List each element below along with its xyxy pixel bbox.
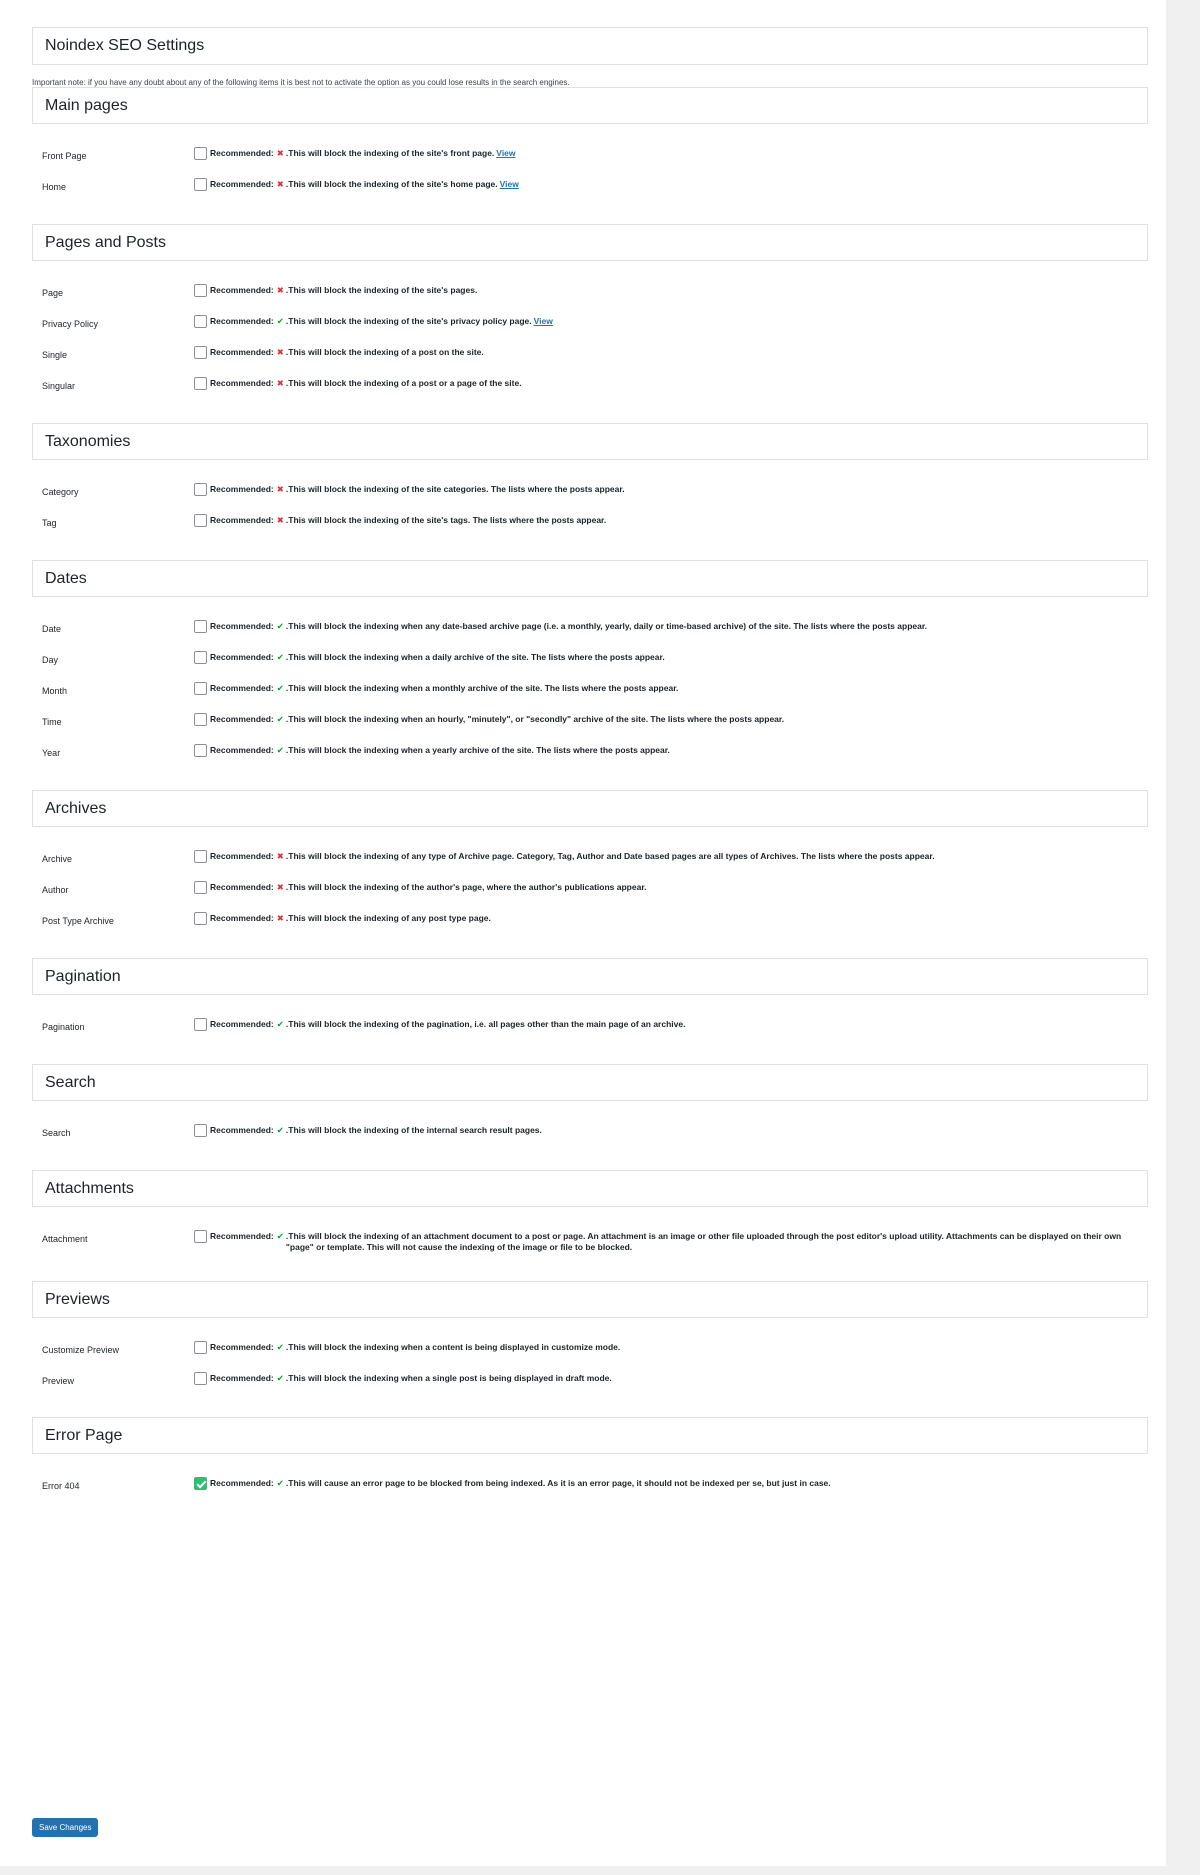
settings-section (32, 1064, 1148, 1138)
description-text: .This will block the indexing of the site's home page. (285, 179, 498, 189)
setting-control (194, 745, 1138, 757)
setting-control (194, 285, 1138, 297)
setting-row (32, 1473, 1148, 1510)
setting-description (286, 652, 665, 663)
setting-label: Tag (42, 518, 57, 528)
view-link[interactable]: View (496, 148, 516, 158)
recommended-label: Recommended: (210, 285, 274, 295)
settings-section (32, 1417, 1148, 1491)
check-icon: ✔ (276, 1125, 284, 1135)
setting-control (194, 347, 1138, 359)
recommended-label: Recommended: (210, 683, 274, 693)
section-heading: Pages and Posts (32, 224, 1148, 261)
settings-section (32, 423, 1148, 528)
check-icon: ✔ (276, 714, 284, 724)
setting-label: Author (42, 885, 69, 895)
setting-description (286, 515, 606, 526)
setting-control (194, 1231, 1138, 1253)
cross-icon: ✖ (276, 913, 284, 923)
cross-icon: ✖ (276, 851, 284, 861)
setting-checkbox[interactable] (194, 1230, 207, 1243)
setting-description (286, 285, 477, 296)
recommended-label: Recommended: (210, 148, 274, 158)
description-text: .This will block the indexing when a daily archive of the site. The lists where the posts appear. (285, 652, 665, 662)
setting-row (32, 1014, 1148, 1051)
important-note: Important note: if you have any doubt about any of the following items it is best not to activate the option as you could lose results in the search engines. (32, 78, 570, 87)
setting-label: Day (42, 655, 59, 665)
view-link[interactable]: View (499, 179, 519, 189)
setting-description (286, 1342, 620, 1353)
setting-row (32, 1226, 1148, 1263)
setting-control (194, 1125, 1138, 1137)
setting-checkbox[interactable] (194, 744, 207, 757)
cross-icon: ✖ (276, 515, 284, 525)
setting-checkbox[interactable] (194, 912, 207, 925)
check-icon: ✔ (276, 621, 284, 631)
setting-checkbox[interactable] (194, 315, 207, 328)
section-heading: Archives (32, 790, 1148, 827)
check-icon: ✔ (276, 1342, 284, 1352)
recommended-label: Recommended: (210, 745, 274, 755)
section-heading: Main pages (32, 87, 1148, 124)
description-text: .This will block the indexing of the site's privacy policy page. (285, 316, 532, 326)
setting-checkbox[interactable] (194, 713, 207, 726)
section-heading: Attachments (32, 1170, 1148, 1207)
setting-label: Single (42, 350, 68, 360)
setting-control (194, 316, 1138, 328)
description-text: .This will block the indexing of the site's pages. (285, 285, 478, 295)
recommended-label: Recommended: (210, 913, 274, 923)
section-heading: Pagination (32, 958, 1148, 995)
settings-section (32, 1281, 1148, 1386)
recommended-label: Recommended: (210, 1342, 274, 1352)
settings-section (32, 790, 1148, 926)
setting-control (194, 148, 1138, 160)
setting-checkbox[interactable] (194, 620, 207, 633)
check-icon: ✔ (276, 1478, 284, 1488)
recommended-label: Recommended: (210, 851, 274, 861)
setting-checkbox[interactable] (194, 1477, 207, 1490)
setting-label: Customize Preview (42, 1345, 120, 1355)
recommended-label: Recommended: (210, 882, 274, 892)
check-icon: ✔ (276, 683, 284, 693)
setting-description (286, 179, 519, 190)
setting-label: Archive (42, 854, 73, 864)
setting-checkbox[interactable] (194, 1124, 207, 1137)
check-icon: ✔ (276, 1373, 284, 1383)
setting-checkbox[interactable] (194, 881, 207, 894)
cross-icon: ✖ (276, 285, 284, 295)
setting-checkbox[interactable] (194, 850, 207, 863)
setting-description (286, 851, 935, 862)
description-text: .This will block the indexing of any type of Archive page. Category, Tag, Author and Date based pages are all types of Archives. The lists where the posts appear. (285, 851, 935, 861)
setting-label: Month (42, 686, 68, 696)
setting-label: Post Type Archive (42, 916, 114, 926)
setting-description (286, 148, 516, 159)
setting-checkbox[interactable] (194, 377, 207, 390)
setting-row (32, 1368, 1148, 1405)
setting-description (286, 1019, 686, 1030)
setting-description (286, 882, 647, 893)
setting-checkbox[interactable] (194, 514, 207, 527)
cross-icon: ✖ (276, 347, 284, 357)
view-link[interactable]: View (533, 316, 553, 326)
setting-control (194, 484, 1138, 496)
setting-description (286, 1478, 831, 1489)
setting-description (286, 1125, 542, 1136)
setting-label: Privacy Policy (42, 319, 99, 329)
setting-description (286, 714, 784, 725)
description-text: .This will cause an error page to be blocked from being indexed. As it is an error page, it should not be indexed per se, but just in case. (285, 1478, 831, 1488)
setting-control (194, 714, 1138, 726)
settings-section (32, 560, 1148, 758)
setting-row (32, 174, 1148, 211)
description-text: .This will block the indexing of an attachment document to a post or page. An attachment is an image or other file uploaded through the post editor's upload utility. Attachments can be displayed on their own "page" or template. This will not cause the indexing of the image or file to be blocked. (285, 1231, 1122, 1252)
setting-control (194, 515, 1138, 527)
setting-control (194, 882, 1138, 894)
setting-control (194, 851, 1138, 863)
setting-label: Category (42, 487, 79, 497)
recommended-label: Recommended: (210, 347, 274, 357)
setting-row (32, 373, 1148, 410)
recommended-label: Recommended: (210, 621, 274, 631)
setting-control (194, 913, 1138, 925)
setting-checkbox[interactable] (194, 284, 207, 297)
description-text: .This will block the indexing when a monthly archive of the site. The lists where the posts appear. (285, 683, 679, 693)
setting-checkbox[interactable] (194, 346, 207, 359)
recommended-label: Recommended: (210, 378, 274, 388)
recommended-label: Recommended: (210, 1019, 274, 1029)
setting-control (194, 179, 1138, 191)
cross-icon: ✖ (276, 179, 284, 189)
recommended-label: Recommended: (210, 1125, 274, 1135)
description-text: .This will block the indexing when a content is being displayed in customize mode. (285, 1342, 621, 1352)
page-title: Noindex SEO Settings (32, 27, 1148, 65)
description-text: .This will block the indexing of a post or a page of the site. (285, 378, 522, 388)
recommended-label: Recommended: (210, 316, 274, 326)
recommended-label: Recommended: (210, 1478, 274, 1488)
setting-control (194, 683, 1138, 695)
setting-checkbox[interactable] (194, 1341, 207, 1354)
setting-checkbox[interactable] (194, 651, 207, 664)
setting-label: Pagination (42, 1022, 85, 1032)
setting-row (32, 510, 1148, 547)
setting-description (286, 913, 491, 924)
section-heading: Error Page (32, 1417, 1148, 1454)
description-text: .This will block the indexing of the site's front page. (285, 148, 495, 158)
settings-section (32, 1170, 1148, 1252)
description-text: .This will block the indexing when a yearly archive of the site. The lists where the posts appear. (285, 745, 670, 755)
description-text: .This will block the indexing of a post on the site. (285, 347, 484, 357)
cross-icon: ✖ (276, 378, 284, 388)
setting-control (194, 1478, 1138, 1490)
setting-description (286, 316, 553, 327)
setting-label: Date (42, 624, 62, 634)
setting-description (286, 1231, 1138, 1253)
cross-icon: ✖ (276, 148, 284, 158)
settings-section (32, 958, 1148, 1032)
settings-section (32, 224, 1148, 391)
check-icon: ✔ (276, 316, 284, 326)
section-heading: Previews (32, 1281, 1148, 1318)
setting-row (32, 740, 1148, 777)
setting-checkbox[interactable] (194, 1372, 207, 1385)
section-heading: Search (32, 1064, 1148, 1101)
setting-row (32, 1120, 1148, 1157)
setting-label: Search (42, 1128, 71, 1138)
description-text: .This will block the indexing when an hourly, "minutely", or "secondly" archive of the site. The lists where the posts appear. (285, 714, 785, 724)
check-icon: ✔ (276, 1231, 284, 1241)
setting-description (286, 347, 484, 358)
setting-label: Time (42, 717, 62, 727)
setting-row (32, 908, 1148, 945)
setting-control (194, 652, 1138, 664)
setting-label: Front Page (42, 151, 87, 161)
description-text: .This will block the indexing of the site categories. The lists where the posts appear. (285, 484, 625, 494)
setting-description (286, 1373, 612, 1384)
setting-description (286, 484, 625, 495)
description-text: .This will block the indexing of the internal search result pages. (285, 1125, 542, 1135)
setting-label: Home (42, 182, 67, 192)
check-icon: ✔ (276, 1019, 284, 1029)
check-icon: ✔ (276, 652, 284, 662)
recommended-label: Recommended: (210, 652, 274, 662)
recommended-label: Recommended: (210, 1373, 274, 1383)
setting-description (286, 378, 522, 389)
recommended-label: Recommended: (210, 484, 274, 494)
recommended-label: Recommended: (210, 179, 274, 189)
setting-label: Page (42, 288, 64, 298)
setting-control (194, 1373, 1138, 1385)
cross-icon: ✖ (276, 484, 284, 494)
setting-description (286, 745, 670, 756)
setting-checkbox[interactable] (194, 682, 207, 695)
setting-label: Attachment (42, 1234, 88, 1244)
setting-checkbox[interactable] (194, 147, 207, 160)
setting-control (194, 378, 1138, 390)
check-icon: ✔ (276, 745, 284, 755)
setting-description (286, 621, 927, 632)
setting-label: Preview (42, 1376, 75, 1386)
section-heading: Taxonomies (32, 423, 1148, 460)
setting-checkbox[interactable] (194, 483, 207, 496)
settings-section (32, 87, 1148, 192)
setting-checkbox[interactable] (194, 1018, 207, 1031)
description-text: .This will block the indexing of any post type page. (285, 913, 491, 923)
cross-icon: ✖ (276, 882, 284, 892)
setting-label: Year (42, 748, 61, 758)
setting-control (194, 1342, 1138, 1354)
setting-checkbox[interactable] (194, 178, 207, 191)
setting-label: Error 404 (42, 1481, 80, 1491)
section-heading: Dates (32, 560, 1148, 597)
description-text: .This will block the indexing when any date-based archive page (i.e. a monthly, yearly, daily or time-based archive) of the site. The lists where the posts appear. (285, 621, 928, 631)
setting-control (194, 621, 1138, 633)
description-text: .This will block the indexing of the pagination, i.e. all pages other than the main page of an archive. (285, 1019, 686, 1029)
recommended-label: Recommended: (210, 515, 274, 525)
recommended-label: Recommended: (210, 714, 274, 724)
save-changes-button[interactable]: Save Changes (32, 1818, 98, 1837)
description-text: .This will block the indexing of the site's tags. The lists where the posts appear. (285, 515, 607, 525)
recommended-label: Recommended: (210, 1231, 274, 1241)
description-text: .This will block the indexing of the author's page, where the author's publications appear. (285, 882, 647, 892)
setting-label: Singular (42, 381, 76, 391)
setting-description (286, 683, 679, 694)
description-text: .This will block the indexing when a single post is being displayed in draft mode. (285, 1373, 612, 1383)
setting-control (194, 1019, 1138, 1031)
